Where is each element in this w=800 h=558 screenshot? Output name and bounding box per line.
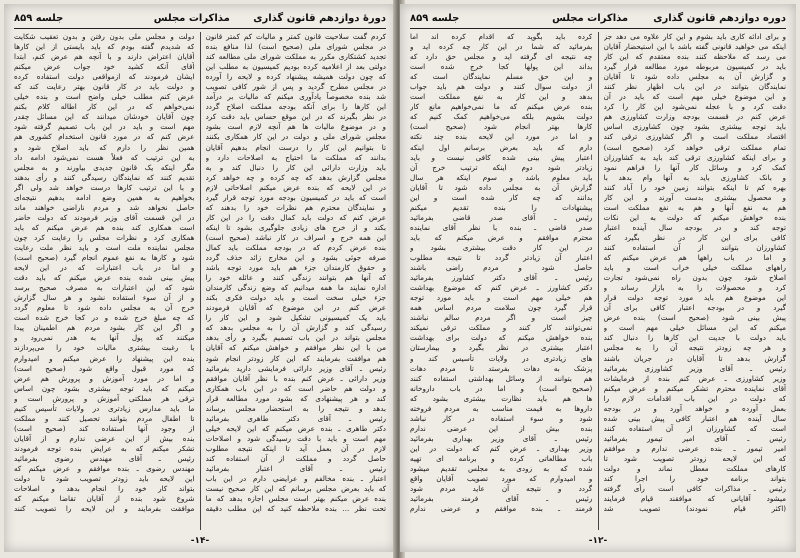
- right-page-left-column-line: باب مطالعاتی کرده و برنامه ای تهیه: [410, 453, 593, 463]
- right-page-left-column-line: (صحیح است) و اما در باب داروخانه: [410, 383, 593, 393]
- left-page-right-column-line: مهم است و باید با دقت رسیدگی شود و اصلاحات: [205, 433, 386, 443]
- left-page-left-column-line: ایشان فرمودند که ازمواقعی دولت استفاده کرده: [14, 72, 195, 82]
- left-page-left-column-line: ترقی هر مملکتی آموزش و پرورش است و: [14, 393, 195, 403]
- right-page-right-column-line: میکنم که این مسائل خیلی مهم است و: [603, 323, 786, 333]
- right-page-left-column-line: بنده عرض میکنم که ما نمی‌خواهیم مانع کار: [410, 102, 593, 112]
- left-page-right-column-line: بدهد و نتیجه را به استحضار مجلس برساند: [205, 403, 386, 413]
- right-page-left-column-line: گردد و نتیجه آن عاید مردم شود: [410, 484, 593, 494]
- left-page-left-column-line: عرض کنم مطلب خیلی واضح است و بنده خیلی: [14, 92, 195, 102]
- left-page-right-column-line: عرض کنم که دولت باید کمال دقت را در این کار: [205, 212, 386, 222]
- left-page-right-column-line: دکتر طاهری ـ بنده عرض میکنم که این لایحه خیلی: [205, 423, 386, 433]
- left-page-left-column-line: همکاری کرد و نظرات مجلس را رعایت کرد چون: [14, 232, 195, 242]
- left-page-right-column-line: که باید بعرض مجلس برسانم که این کار صحیح نیست: [205, 484, 386, 494]
- left-page-right-column-line: این کارها را برای آنکه بودجه مملکت اصلاح گردد: [205, 102, 386, 112]
- left-page-left-column-line: موافقت بفرمایند و این لایحه را تصویب کنند: [14, 504, 195, 514]
- right-page-left-column: [410, 32, 592, 530]
- left-page-left-column-line: و اگر این کار بشود مردم هم اطمینان پیدا: [14, 323, 195, 333]
- left-page-right-column-line: مجلس بتواند در این باب تصمیم بگیرد و رأی بدهد: [205, 333, 386, 343]
- right-page-left-column-line: بداند این پولها کجا خرج شده است: [410, 62, 593, 72]
- left-page-right-column-line: رئیس ـ آقای دکتر طاهری بفرمائید: [205, 413, 386, 423]
- right-page: [400, 4, 796, 552]
- left-page-right-column-line: اداره نمایند ما همه میدانیم که وضع زندگی کارمندان: [205, 283, 386, 293]
- left-page-right-column-line: رئیس ـ آقای اعتبار بفرمائید: [205, 464, 386, 474]
- left-page-number: -۱۴-: [190, 536, 210, 546]
- right-page-left-column-line: دولت بشویم بلکه می‌خواهیم کمک کنیم که: [410, 112, 593, 122]
- left-page-left-column-line: است همکاری کند بنده هم عرض میکنم که باید: [14, 222, 195, 232]
- left-page-left-column-line: خرج آن به مجلس داده شود تا معلوم گردد: [14, 303, 195, 313]
- left-page-right-column-line: مجلس شورای ملی و دولت در این کار همکاری بکنند: [205, 132, 386, 142]
- right-header-title: مذاکرات مجلس: [552, 13, 629, 24]
- right-page-right-column-line: بتواند برنامه خود را اجرا کند: [603, 474, 786, 484]
- left-page-left-column-line: بتواند کار خود را انجام بدهد و اصلاحات: [14, 484, 195, 494]
- right-page-right-column-line: باید توجه بیشتری بشود چون کشاورزی اساس: [603, 122, 786, 132]
- right-page-right-column-line: کرد و محصولات را به بازار رساند و: [603, 283, 786, 293]
- left-header-session-period: دورهٔ دوازدهم قانون گذاری: [253, 13, 386, 24]
- right-page-right-column-line: نمایندگان بتوانند در این باب اظهار نظر کنند: [603, 82, 786, 92]
- left-page-right-column-line: و دولت هم حاضر است که در این باب همکاری: [205, 383, 386, 393]
- left-page-right-column-line: بنده عرض میکنم بهتر است مجلس اجازه بدهد که ما: [205, 494, 386, 504]
- right-page-right-column-line: بهره کم تا اینکه بتوانند زمین خود را آباد کنند: [603, 182, 786, 192]
- right-page-left-column-line: دکتر کشاورز ـ عرض کنم که موضوع بهداشت: [410, 283, 593, 293]
- right-page-right-column-line: کافی برای این کار در نظر بگیرد که: [603, 232, 786, 242]
- right-page-right-column-line: و برای اینکه کشاورزی ترقی کند باید به کشاورزان: [603, 152, 786, 162]
- right-page-left-column-line: پیشنهادات را بنده تقدیم میکنم: [410, 202, 593, 212]
- left-page-left-column-line: تا اطفال مردم بتوانند تحصیل کنند و مملکت: [14, 413, 195, 423]
- right-page-left-column-line: داروها به قیمت مناسب به مردم فروخته: [410, 403, 593, 413]
- right-page-right-column-line: میشود آقایانی که موافقند قیام فرمایند: [603, 494, 786, 504]
- left-page-right-column-line: لازم در آن بعمل آید تا اینکه نتیجه مطلوب: [205, 443, 386, 453]
- right-page-right-column-line: وزیر کشاورزی ـ عرض کنم بنده از فرمایشات: [603, 373, 786, 383]
- left-page-left-column-line: شود و کارها به نفع عموم انجام گیرد (صحیح است): [14, 253, 195, 263]
- right-page-left-column-line: کارها بهتر انجام شود (صحیح است): [410, 122, 593, 132]
- left-page-left-column-line: مجلس نماینده ملت است و باید نظر ملت رعایت: [14, 242, 195, 252]
- right-page-left-column-line: فرمند ـ بنده موافقم و عرضی ندارم: [410, 504, 593, 514]
- right-page-left-column-line: اعتبار بیشتری در نظر بگیرد و بیمارستان: [410, 343, 593, 353]
- right-page-right-column: [604, 32, 786, 530]
- right-page-left-column-line: وزیر بهداری ـ عرض کنم که دولت در این: [410, 443, 593, 453]
- left-page-left-column-line: و با این ترتیب کارها درست خواهد شد ولی اگر: [14, 182, 195, 192]
- left-page-right-column-line: شد بنده مخصوصاً یادآوری میکنم که مالیات بر درآمد: [205, 92, 386, 102]
- left-page-right-column-line: این همه خرج و اسراف در کار نباشد (صحیح است): [205, 232, 386, 242]
- right-page-right-column-line: گزارش بدهد تا آقایان در جریان باشند: [603, 353, 786, 363]
- left-page-right-column-line: باید وزارت دارائی این کار را دنبال کند و به: [205, 162, 386, 172]
- right-page-right-column-line: اصلاح شود چون بدون راه نمی‌شود تجارت: [603, 273, 786, 283]
- right-page-right-column-line: عرض کنم در قسمت بودجه وزارت کشاورزی هم: [603, 112, 786, 122]
- right-page-column-rule: [598, 32, 599, 530]
- left-page-left-column-line: بنده این پیشنهاد را عرض میکنم و امیدوارم: [14, 353, 195, 363]
- left-page-right-column-line: بکند و از خرج های زیادی جلوگیری بشود تا اینکه: [205, 222, 386, 232]
- right-page-left-column-line: هم خیلی مهم است و باید مورد توجه: [410, 293, 593, 303]
- left-page-left-column-line: شود که این اعتبارات به مصرف صحیح برسد: [14, 283, 195, 293]
- left-page-columns: [14, 32, 386, 530]
- right-page-right-column-line: هم به نفع آنها و هم به نفع مملکت است: [603, 202, 786, 212]
- left-page-left-column-line: ما باید مدارس زیادتری در ولایات تأسیس کنیم: [14, 403, 195, 413]
- right-page-right-column-line: آقای نماینده محترم تشکر میکنم و عرض میکنم: [603, 383, 786, 393]
- left-page-left-column-line: پیش بینی شده بنده عرض میکنم که باید دقت: [14, 273, 195, 283]
- right-page-right-column-line: کارهای مملکت معطل نماند و دولت: [603, 464, 786, 474]
- right-page-left-column-line: از دولت سوال کنند و دولت هم باید جواب: [410, 82, 593, 92]
- right-page-right-column-line: اینکه می خواهید قانونی گفته باشد با این استیحضار آقایان: [603, 42, 786, 52]
- left-page-right-column-line: در این لایحه که بنده عرض میکنم اصلاحاتی لازم: [205, 182, 386, 192]
- right-page-right-column-line: تمام مملکت ترقی خواهد کرد (صحیح است): [603, 142, 786, 152]
- right-page-left-column-line: و امیدوارم که مورد تصویب آقایان واقع: [410, 474, 593, 484]
- left-page-left-column-line: مهندس رضوی ـ بنده موافقم و عرض میکنم که: [14, 464, 195, 474]
- left-page-left-column-line: حاصل نخواهد شد و مردم ناراضی خواهند ماند: [14, 202, 195, 212]
- right-page-left-column-line: چه نتیجه ای گرفته اید و مجلس حق دارد که: [410, 52, 593, 62]
- right-page-number: -۱۲-: [588, 536, 608, 546]
- left-page-right-column-line: تحت نظر ... بنده ملاحظه کنید که این مطلب دقیقه: [205, 504, 386, 514]
- right-page-left-column-line: های زیادتری در ولایات تأسیس کند و: [410, 353, 593, 363]
- right-page-left-column-line: شود و سوء استفاده در کار نباشد: [410, 413, 593, 423]
- right-page-right-column-line: توجه کند و در بودجه سال آینده اعتبار: [603, 222, 786, 232]
- right-page-left-column-line: هم بتوانند از وسائل بهداشتی استفاده کنند: [410, 373, 593, 383]
- right-page-right-column-line: این موضوع هم باید مورد توجه دولت قرار: [603, 293, 786, 303]
- left-page-right-column-line: بدانند که مملکت ما احتیاج به اصلاحات دارد و: [205, 152, 386, 162]
- left-page-right-column-line: و نمایندگان محترم هم نظرات خود را بدهند که: [205, 202, 386, 212]
- right-page-left-column-line: محترم موافقم و عرض میکنم که باید: [410, 232, 593, 242]
- right-page-right-column-line: و بانک کشاورزی باید به آنها وام بدهد با: [603, 172, 786, 182]
- right-page-left-column-line: شده که به زودی به مجلس تقدیم میشود: [410, 464, 593, 474]
- right-page-right-column-line: است که کشاورزان از آن استفاده کنند: [603, 423, 786, 433]
- left-page-right-column-line: که آنها هم بتوانند زندگی کنند و عائله خود را: [205, 273, 386, 283]
- right-page-left-column-line: دارم که باید بعرض برسانم اول اینکه: [410, 142, 593, 152]
- right-page-right-column-line: امیر تیمور ـ بنده عرضی ندارم و موافقم: [603, 443, 786, 453]
- left-page-left-column-line: تشکر میکنم که به عرایض بنده توجه فرمودند: [14, 443, 195, 453]
- left-page-right-column-line: باید یک کمیسیونی تشکیل شود و این کار را: [205, 313, 386, 323]
- right-page-left-column-line: رئیس ـ آقای صدر قاضی بفرمائید: [410, 212, 593, 222]
- left-header-meeting-number: جلسه ۸۵۹: [14, 13, 64, 24]
- right-page-right-column-line: و برای ادائه کاری باید بشوم و این کار علاوه می دهد جز: [603, 32, 786, 41]
- left-page-right-column-line: دولتی بعد از اعلامیه کرده بودیم کمیسیون به مطلب این: [205, 62, 386, 72]
- left-page-left-column-line: نمی‌خواهم که در این کار اطاله کلام بکنم: [14, 102, 195, 112]
- right-page-right-column-line: سال آینده هم اعتبار کافی پیش بینی شده: [603, 413, 786, 423]
- right-page-right-column-line: و محصول بیشتری بدست آورند و این کار: [603, 192, 786, 202]
- left-page-right-column-line: و حقوق کارمندان جزء هم باید مورد توجه باشد: [205, 263, 386, 273]
- left-page-header: [14, 12, 386, 29]
- left-page-left-column-line: در این قسمت آقای وزیر فرمودند که دولت حاضر: [14, 212, 195, 222]
- left-page-left-column-line: این لایحه باید زودتر تصویب شود تا دولت: [14, 474, 195, 484]
- right-page-right-column-line: پیش بینی شود (صحیح است) بنده عرض: [603, 313, 786, 323]
- left-page-left-column-line: و اما در باب اعتبارات که در این لایحه: [14, 263, 195, 273]
- left-page-left-column-line: که چه مبلغ خرج شده و در کجا خرج شده است: [14, 313, 195, 323]
- right-page-left-column-line: رئیس ـ آقای دکتر کشاورز بفرمائید: [410, 273, 593, 283]
- left-page-left-column-line: آقایان اعتراض دارند و با آنچه هم عرض کنم، ابتدا: [14, 52, 195, 62]
- left-page-right-column-line: هم موافقت بفرمایند که این کار زودتر انجام شود: [205, 353, 386, 363]
- right-page-left-column-line: بنده خواهش میکنم که دولت برای بهداشت: [410, 333, 593, 343]
- right-page-left-column-line: کرده باید بگوید که اقدام کرده اند اما: [410, 32, 593, 41]
- right-page-right-column-line: راههای مملکت خیلی خراب است و باید: [603, 263, 786, 273]
- right-page-left-column-line: بنده بیش از این عرضی ندارم: [410, 423, 593, 433]
- left-page-left-column: [14, 32, 194, 530]
- left-page-left-column-line: دولت و مجلس ملی بدون رفتن و بدون تعقیب شکایت: [14, 32, 195, 41]
- right-page-right-column-line: اقتصاد مملکت است و اگر کشاورزی ترقی کند: [603, 132, 786, 142]
- right-page-left-column-line: رئیس ـ آقای وزیر بهداری بفرمائید: [410, 433, 593, 443]
- left-header-title: مذاکرات مجلس: [153, 13, 230, 24]
- right-page-right-column-line: می رسد که ملاحظه کنند بنده معتقدم که این کار: [603, 52, 786, 62]
- left-page-left-column-line: مهم است و باید در این باب تصمیم گرفته شود: [14, 122, 195, 132]
- right-page-right-column-line: باید دولت با جدیت این کارها را دنبال کند: [603, 333, 786, 343]
- right-page-right-column-line: و هر چه زودتر نتیجه آن را به مجلس: [603, 343, 786, 353]
- right-page-left-column-line: بدانند که چه کار شده است و این: [410, 192, 593, 202]
- left-page-right-column-line: در نظر بگیرند که در این موقع حساس باید دقت کرد: [205, 112, 386, 122]
- left-page-right-column-line: وزیر دارائی ـ عرض کنم بنده با نظر آقایان موافقم: [205, 373, 386, 383]
- right-page-right-column-line: و گزارش آن به مجلس داده شود تا آقایان: [603, 72, 786, 82]
- left-page-left-column-line: و دولت باید در کار قانون بهتر رعایت کند که: [14, 82, 195, 92]
- left-page-right-column-line: حاصل گردد و مملکت از آن استفاده کند: [205, 453, 386, 463]
- right-page-left-column-line: در این کار دقت بیشتری بشود و: [410, 242, 593, 252]
- right-page-right-column-line: بنده خواهش میکنم که دولت به این نکات: [603, 212, 786, 222]
- left-page-left-column-line: عرض کنم که در مورد قانون استخدام کشوری هم: [14, 132, 195, 142]
- left-page-left-column-line: چون آقایان خودشان میدانند که این مسائل چقدر: [14, 112, 195, 122]
- right-page-right-column-line: کشاورزان بتوانند از آن استفاده کنند: [603, 242, 786, 252]
- left-page-right-column-line: جزء خیلی سخت است و باید دولت فکری بکند: [205, 293, 386, 303]
- right-page-left-column-line: حاصل شود و مردم راضی باشند: [410, 263, 593, 273]
- right-header-session-period: دوره دوازدهم قانون گذاری: [653, 13, 786, 24]
- left-page-left-column-line: رئیس ـ آقای مهندس رضوی بفرمائید: [14, 453, 195, 463]
- left-page-left-column-line: همین نظر را دارم که باید اصلاح شود و: [14, 142, 195, 152]
- left-page-left-column-line: بنده بیش از این عرضی ندارم و از آقایان: [14, 433, 195, 443]
- right-page-left-column-line: پزشک به دهات بفرستد تا مردم دهات: [410, 363, 593, 373]
- left-page-right-column-line: مجلس گزارش بدهد که چه کرده و چه خواهد کرد: [205, 172, 386, 182]
- left-page-right-column-line: من با این نظر موافقم و خواهش میکنم که آقایان: [205, 343, 386, 353]
- left-page-right-column-line: در مجلس مطرح گردید و پس از شور کافی تصویب: [205, 82, 386, 92]
- left-page-left-column-line: به این ترتیب که فعلاً هست نمی‌شود ادامه داد: [14, 152, 195, 162]
- right-page-left-column-line: اعتبار آن زیادتر گردد تا نتیجه مطلوب: [410, 253, 593, 263]
- right-page-right-column-line: باید در کمیسیون مربوطه مورد مطالعه قرار گیرد: [603, 62, 786, 72]
- right-header-meeting-number: جلسه ۸۵۹: [410, 13, 460, 24]
- right-page-right-column-line: و این موضوع خیلی مهم است که باید در آن: [603, 92, 786, 102]
- right-page-left-column-line: زیادتر شود دوم اینکه ترتیب خرج آن: [410, 162, 593, 172]
- left-page-left-column-line: که شدیدم گفته بودم که باید بایستی از این کارها: [14, 42, 195, 52]
- left-page-right-column: [206, 32, 386, 530]
- left-page-right-column-line: اعتبار ـ بنده مخالفم و عرایضی دارم در این باب: [205, 474, 386, 484]
- left-page-right-column-line: در مجلس شورای ملی (صحیح است) لذا منافع بنده: [205, 42, 386, 52]
- left-page-left-column-line: مگر اینکه یک قانون جدیدی بیاورند و به مجلس: [14, 162, 195, 172]
- right-page-right-column-line: و اما در باب راهها هم عرض میکنم که: [603, 253, 786, 263]
- right-page-right-column-line: دقت کرد و با عجله نمی‌شود این کار را کرد: [603, 102, 786, 112]
- left-page-left-column-line: میکنند که پول آنها به هدر نمی‌رود و: [14, 333, 195, 343]
- right-page-right-column-line: (اکثر قیام نمودند) تصویب شد: [603, 504, 786, 514]
- right-page-left-column-line: و این حق مسلم نمایندگان است که: [410, 72, 593, 82]
- right-page-left-column-line: بفرمائید که شما در این کار چه کرده اید و: [410, 42, 593, 52]
- right-page-left-column-line: نمی‌توانند کار کنند و مملکت ترقی نمیکند: [410, 323, 593, 333]
- left-page-left-column-line: شروع شود بنده از آقایان تقاضا میکنم که: [14, 494, 195, 504]
- left-page-left-column-line: تقدیم کنند که نمایندگان رسیدگی کنند و رأی بدهند: [14, 172, 195, 182]
- left-page-right-column-line: که چون دولت همیشه پیشنهاد کرده و لایحه را آورده: [205, 72, 386, 82]
- left-page-right-column-line: صرفه جوئی بشود و این مخارج زائد حذف گردد: [205, 253, 386, 263]
- left-page-right-column-line: کند و هر پیشنهادی که بشود مورد مطالعه قرار: [205, 393, 386, 403]
- left-page-right-column-line: و در موضوع مالیات ها هم آنچه لازم است بشود: [205, 122, 386, 132]
- left-page-left-column-line: و از آن سوء استفاده نشود و هر سال گزارش: [14, 293, 195, 303]
- right-page-header: [410, 12, 786, 29]
- right-page-left-column-line: رئیس ـ آقای فرمند بفرمائید: [410, 494, 593, 504]
- left-page-right-column-line: عرض کنم در این موضوع که آقایان فرمودند: [205, 303, 386, 313]
- right-page-right-column-line: رئیس ـ آقای امیر تیمور بفرمائید: [603, 433, 786, 443]
- right-page-left-column-line: قرار گیرد چون سلامت مردم اساس همه: [410, 303, 593, 313]
- right-page-right-column-line: رئیس ـ مذاکرات کافی است رأی گرفته: [603, 484, 786, 494]
- left-page-right-column-line: تا بتوانیم این کار را درست انجام بدهیم آقایان: [205, 142, 386, 152]
- right-page-left-column-line: ها هم باید نظارت بیشتری بشود که: [410, 393, 593, 403]
- left-page: [4, 4, 396, 552]
- left-page-left-column-line: میکنم که باید توجه بیشتری بشود چون اساس: [14, 383, 195, 393]
- right-page-left-column-line: گزارش آن به مجلس داده شود تا آقایان: [410, 182, 593, 192]
- left-page-right-column-line: است که باید در کمیسیون بودجه مورد توجه قرار گیرد: [205, 192, 386, 202]
- left-page-right-column-line: رسیدگی کند و گزارش آن را به مجلس بدهد که: [205, 323, 386, 333]
- left-page-column-rule: [200, 32, 201, 530]
- left-page-right-column-line: کردم گفت سلاحیت قانون کمتر و مالیات کم کمتر قانون: [205, 32, 386, 41]
- left-page-right-column-line: بنده عرض کردم که در بودجه مملکت باید کمال: [205, 242, 386, 252]
- left-page-right-column-line: رئیس ـ آقای وزیر دارائی فرمایشی دارید بفرمائید: [205, 363, 386, 373]
- right-page-left-column-line: و اما در مورد این لایحه بنده چند نکته: [410, 132, 593, 142]
- right-page-right-column-line: که دولت در این باب اقدامات لازم را: [603, 393, 786, 403]
- left-page-left-column-line: بخواهیم به همین وضع ادامه بدهیم نتیجه‌ای: [14, 192, 195, 202]
- right-page-right-column-line: بعمل آورده و خواهد آورد و در بودجه: [603, 403, 786, 413]
- left-page-left-column-line: با رغبت بیشتری مالیات خود را می‌پردازند: [14, 343, 195, 353]
- right-page-right-column-line: رئیس ـ آقای وزیر کشاورزی بفرمائید: [603, 363, 786, 373]
- right-page-left-column-line: اعتبار پیش بینی شده کافی نیست و باید: [410, 152, 593, 162]
- right-page-left-column-line: صدر قاضی ـ بنده با نظر آقای نماینده: [410, 222, 593, 232]
- right-page-left-column-line: باید معلوم باشد و سوم اینکه هر سال: [410, 172, 593, 182]
- left-page-left-column-line: که مورد قبول واقع شود (صحیح است): [14, 363, 195, 373]
- left-page-right-column-line: تجدید کشتکاری مکرر به مملکت شورای ملی مطالعه کند: [205, 52, 386, 62]
- left-page-left-column-line: آقای آنکه کشید خود جواب عرض میکنم: [14, 62, 195, 72]
- right-page-left-column-line: چیز است و اگر مردم سالم نباشند: [410, 313, 593, 323]
- right-page-right-column-line: که این لایحه زودتر تصویب شود تا: [603, 453, 786, 463]
- left-page-left-column-line: از وجود آنها استفاده کند (صحیح است): [14, 423, 195, 433]
- right-page-right-column-line: کمک کرد و وسائل کار آنها را فراهم نمود: [603, 162, 786, 172]
- right-page-left-column-line: بدهد و این کار به نفع مملکت است: [410, 92, 593, 102]
- right-page-right-column-line: گیرد و در بودجه اعتبار کافی برای آن: [603, 303, 786, 313]
- right-page-columns: [410, 32, 786, 530]
- left-page-left-column-line: و اما در مورد آموزش و پرورش هم عرض: [14, 373, 195, 383]
